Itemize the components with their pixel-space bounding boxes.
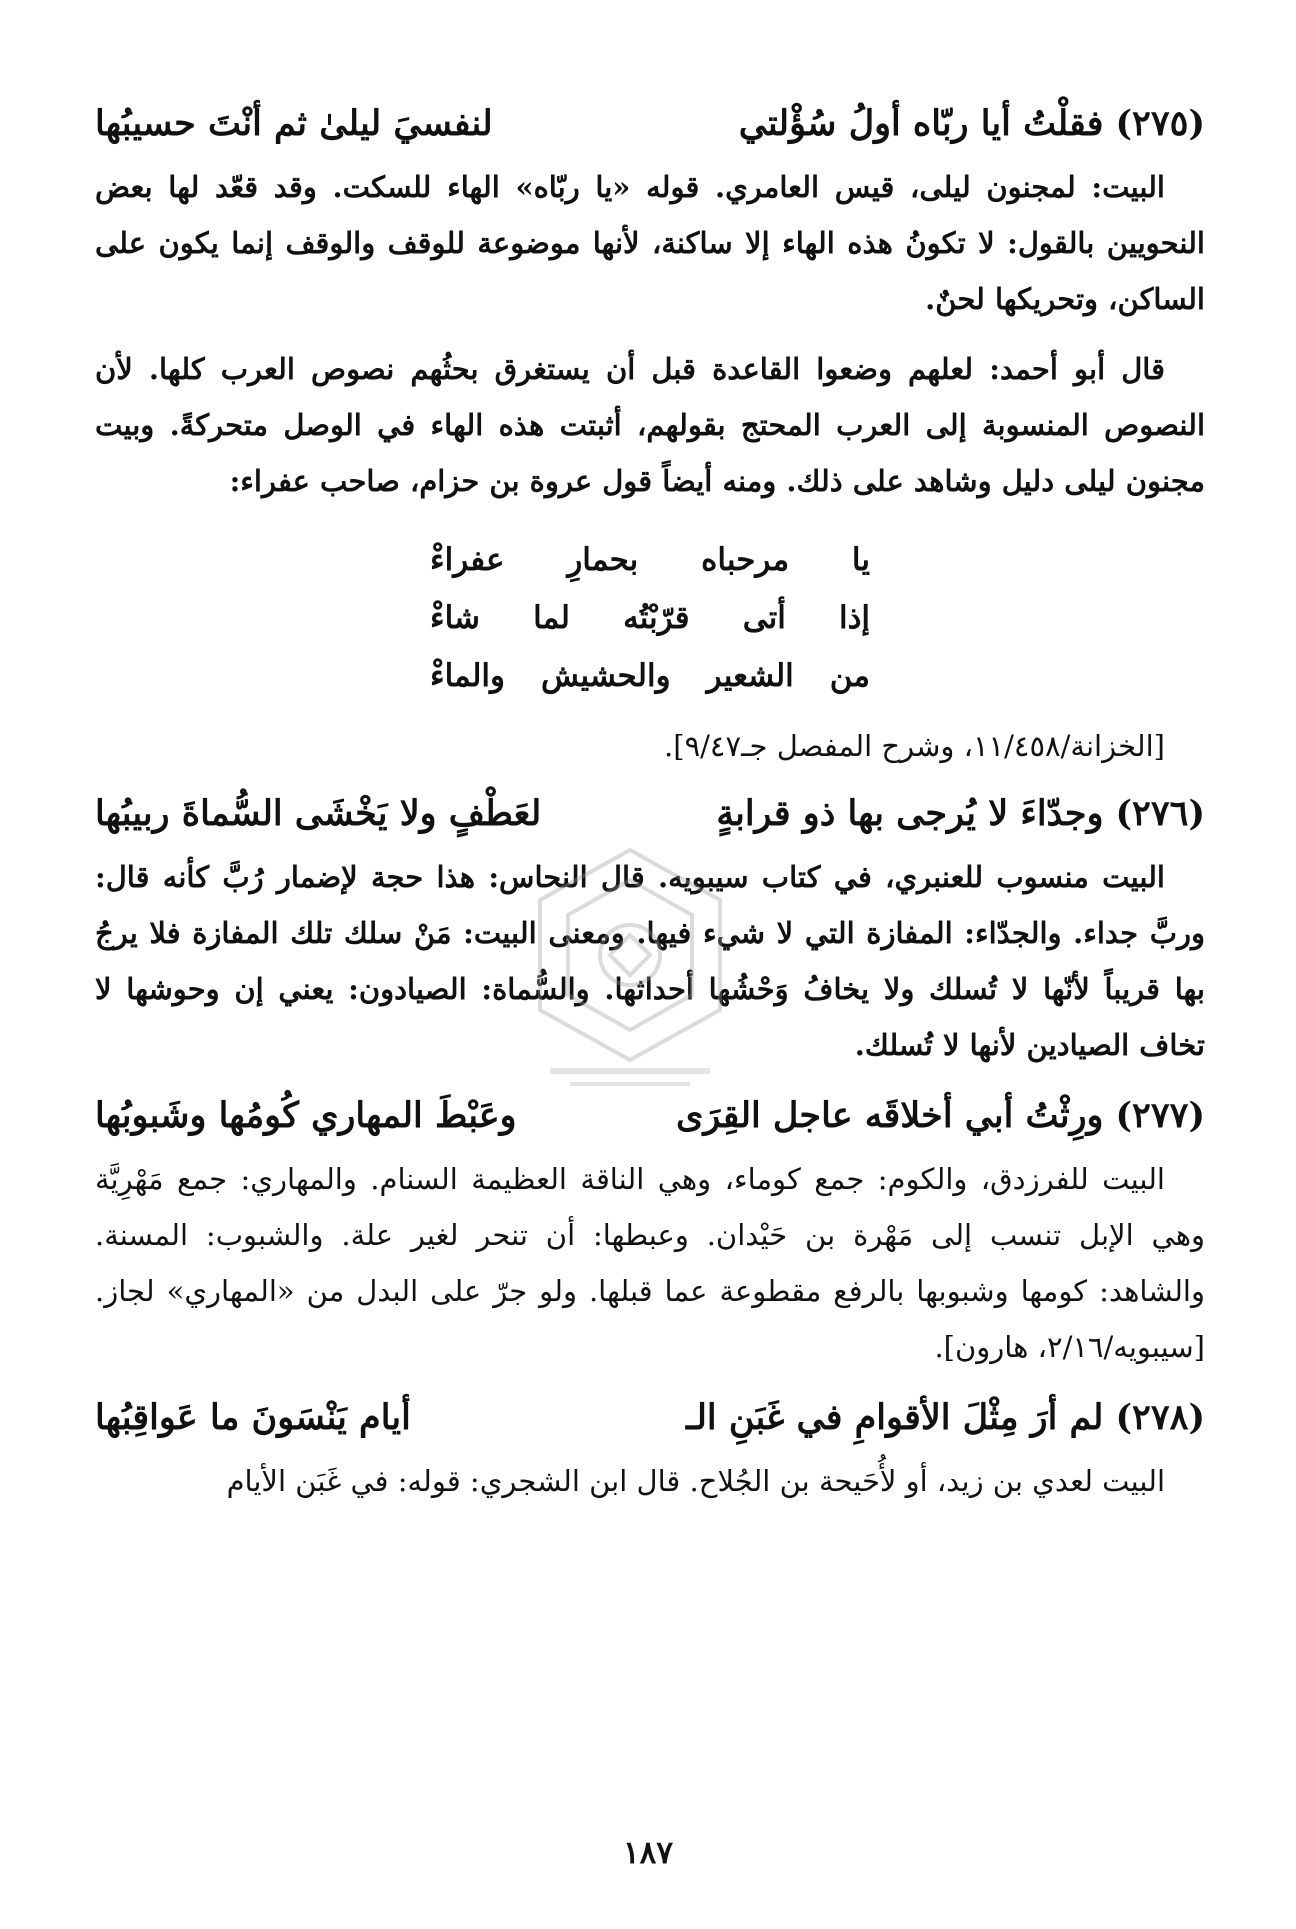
watermark-seal-icon <box>520 840 740 1100</box>
verse-number: (٢٧٦) <box>1115 793 1205 834</box>
verse-278 <box>95 1389 1205 1447</box>
commentary-paragraph: البيت منسوب للعنبري، في كتاب سيبويه. قال النحاس: هذا حجة لإضمار رُبَّ كأنه قال: وربَّ جداء. والجدّاء: المفازة التي لا شيء فيها. ومعنى البيت: مَنْ سلك تلك المفازة فلا يرجُ بها قريباً لأنّها لا تُسلك ولا يخافُ وَحْشُها أحداثها. والسُّماة: الصيادون: يعني إن وحوشها لا تخاف الصيادين لأنها لا تُسلك. <box>95 860 1205 1062</box>
verse-number: (٢٧٧) <box>1115 1095 1205 1136</box>
rajaz-line: إذا أتى قرّبْتُه لما شاءْ <box>430 600 870 636</box>
verse-number: (٢٧٥) <box>1115 103 1205 144</box>
commentary-paragraph: قال أبو أحمد: لعلهم وضعوا القاعدة قبل أن يستغرق بحثُهم نصوص العرب كلها. لأن النصوص المنسوبة إلى العرب المحتج بقولهم، أثبتت هذه الهاء في الوصل متحركةً. وبيت مجنون ليلى دليل وشاهد على ذلك. ومنه أيضاً قول عروة بن حزام، صاحب عفراء: <box>95 352 1205 498</box>
commentary-paragraph: البيت للفرزدق، والكوم: جمع كوماء، وهي الناقة العظيمة السنام. والمهاري: جمع مَهْرِيَّة وهي الإبل تنسب إلى مَهْرة بن حَيْدان. وعبطها: أن تنحر لغير علة. والشبوب: المسنة. والشاهد: كومها وشبوبها بالرفع مقطوعة عما قبلها. ولو جرّ على البدل من «المهاري» لجاز. [سيبويه/٢/١٦، هارون]. <box>95 1162 1205 1364</box>
verse-first-hemistich: لم أرَ مِثْلَ الأقوامِ في غَبَنِ الـ <box>686 1397 1104 1438</box>
verse-number: (٢٧٨) <box>1115 1397 1205 1438</box>
rajaz-line: يا مرحباه بحمارِ عفراءْ <box>430 542 870 578</box>
source-reference: [الخزانة/١١/٤٥٨، وشرح المفصل جـ٩/٤٧]. <box>664 729 1165 763</box>
commentary-paragraph: البيت لعدي بن زيد، أو لأُحَيحة بن الجُلاح. قال ابن الشجري: قوله: في غَبَن الأيام <box>226 1464 1165 1498</box>
verse-first-hemistich: وجدّاءَ لا يُرجى بها ذو قرابةٍ <box>716 793 1104 834</box>
verse-second-hemistich: لنفسيَ ليلىٰ ثم أنْتَ حسيبُها <box>95 103 493 144</box>
verse-second-hemistich: أيام يَنْسَونَ ما عَواقِبُها <box>95 1397 411 1438</box>
commentary-paragraph: البيت: لمجنون ليلى، قيس العامري. قوله «يا ربّاه» الهاء للسكت. وقد قعّد لها بعض النحويين بالقول: لا تكونُ هذه الهاء إلا ساكنة، لأنها موضوعة للوقف والوقف إنما يكون على الساكن، وتحريكها لحنٌ. <box>95 170 1205 316</box>
verse-276 <box>95 785 1205 843</box>
rajaz-verses <box>430 531 870 705</box>
verse-first-hemistich: فقلْتُ أيا ربّاه أولُ سُؤْلتي <box>738 103 1104 144</box>
rajaz-line: من الشعير والحشيش والماءْ <box>430 658 870 694</box>
verse-second-hemistich: لعَطْفٍ ولا يَخْشَى السُّماةَ ربيبُها <box>95 793 542 834</box>
verse-275 <box>95 95 1205 153</box>
page-number: ١٨٧ <box>623 1835 673 1871</box>
verse-first-hemistich: ورِثْتُ أبي أخلاقَه عاجل القِرَى <box>675 1095 1104 1136</box>
verse-second-hemistich: وعَبْطَ المهاري كُومُها وشَبوبُها <box>95 1095 517 1136</box>
